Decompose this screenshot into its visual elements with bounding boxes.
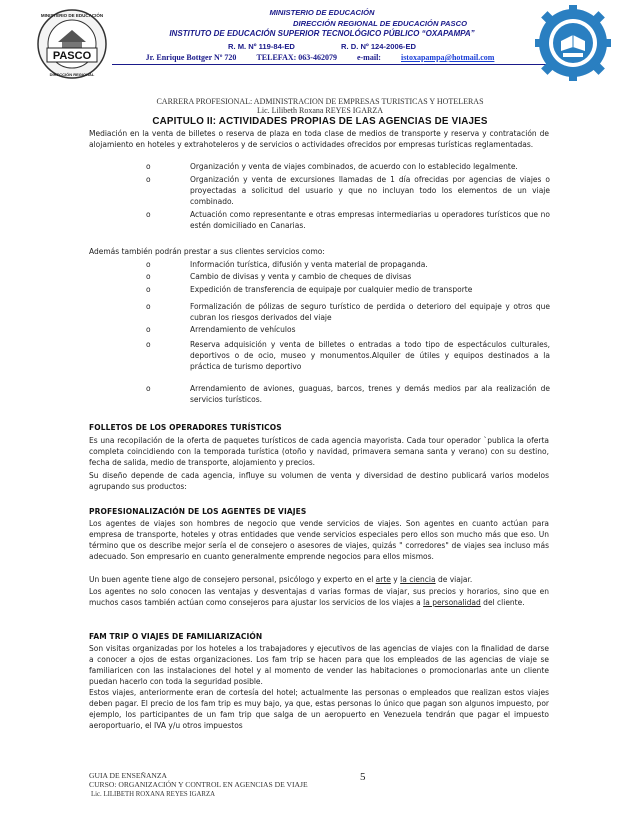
footer-course: CURSO: ORGANIZACIÓN Y CONTROL EN AGENCIAS DE VIAJE	[89, 780, 308, 789]
list-item: Cambio de divisas y venta y cambio de cheques de divisas	[190, 272, 412, 281]
list-item: Arrendamiento de vehículos	[190, 325, 296, 334]
rm-number: R. M. Nº 119-84-ED	[228, 42, 295, 51]
email-label: e-mail:	[356, 53, 381, 62]
list-item: Arrendamiento de aviones, guaguas, barcos, trenes y demás medios par ala realización de servicios turísticos.	[190, 384, 550, 404]
list-item: Reserva adquisición y venta de billetes o entradas a todo tipo de espectáculos culturales, deportivos o de ocio, museo y monumentos.Alquiler de útiles y equipos destinados a la práctica de turismo deportivo	[190, 340, 550, 371]
link-la-personalidad[interactable]: la personalidad	[423, 597, 481, 607]
chapter-title: CAPITULO II: ACTIVIDADES PROPIAS DE LAS AGENCIAS DE VIAJES	[152, 116, 488, 127]
svg-text:MINISTERIO DE EDUCACIÓN: MINISTERIO DE EDUCACIÓN	[40, 13, 104, 18]
bullet-marker: o	[146, 272, 151, 281]
list-item: Formalización de pólizas de seguro turístico de perdida o deterioro del equipaje y otros que cubran los riesgos derivados del viaje	[190, 302, 550, 322]
prof-paragraph-3	[89, 587, 549, 609]
bullet-marker: o	[146, 260, 151, 269]
folletos-paragraph-1: Es una recopilación de la oferta de paquetes turísticos de cada agencia mayorista. Cada tour operador `publica la oferta completa coincidiendo con la temporada turística (otoño y navidad, primavera semana santa y verano) con su destino, fecha de salida, medio de transporte, alojamiento y precios.	[89, 436, 549, 467]
bullet-marker: o	[146, 175, 151, 184]
bullet-marker: o	[146, 210, 151, 219]
services-intro: Además también podrán prestar a sus clientes servicios como:	[89, 247, 325, 256]
list-item: Organización y venta de excursiones llamadas de 1 día ofrecidas por agencias de viajes o proyectadas a solicitud del usuario y que no incluyan todo los elementos de un viaje combinado.	[190, 175, 550, 206]
prof-paragraph-2	[89, 575, 549, 586]
institute-title: INSTITUTO DE EDUCACIÓN SUPERIOR TECNOLÓGICO PÚBLICO “OXAPAMPA”	[169, 29, 475, 38]
bullet-marker: o	[146, 285, 151, 294]
list-item: Organización y venta de viajes combinados, de acuerdo con lo establecido legalmente.	[190, 162, 518, 171]
ministry-title: MINISTERIO DE EDUCACIÓN	[269, 8, 375, 17]
link-arte[interactable]: arte	[375, 575, 391, 584]
folletos-paragraph-2: Su diseño depende de cada agencia, influye su volumen de venta y diversidad de destino publicará varios modelos agrupando sus productos:	[89, 471, 549, 491]
text-run: del cliente.	[480, 597, 525, 607]
bullet-marker: o	[146, 384, 151, 393]
list-item: Actuación como representante e otras empresas intermediarias u operadores turísticos que no estén domiciliado en Canarias.	[190, 210, 550, 230]
text-run: Un buen agente tiene algo de consejero personal, psicólogo y experto en el	[89, 575, 376, 584]
career-title: CARRERA PROFESIONAL: ADMINISTRACION DE EMPRESAS TURISTICAS Y HOTELERAS	[156, 97, 484, 106]
email-link[interactable]: istoxapampa@hotmail.com	[400, 53, 495, 62]
footer-guide: GUIA DE ENSEÑANZA	[89, 771, 168, 780]
bullet-marker: o	[146, 162, 151, 171]
ministry-pasco-logo	[33, 8, 111, 80]
folletos-heading: FOLLETOS DE LOS OPERADORES TURÍSTICOS	[89, 423, 282, 432]
prof-heading: PROFESIONALIZACIÓN DE LOS AGENTES DE VIAJES	[89, 507, 307, 516]
institute-seal-logo	[533, 3, 613, 83]
address: Jr. Enrique Bottger Nº 720	[145, 53, 237, 62]
intro-paragraph: Mediación en la venta de billetes o reserva de plaza en toda clase de medios de transporte y reserva y contratación de alojamiento en hoteles y extrahoteleros y de servicios o actividades ofrecidos por empresas turísticas reglamentadas.	[89, 129, 549, 149]
prof-paragraph-1: Los agentes de viajes son hombres de negocio que vende servicios de viajes. Son agentes en cuanto actúan para empresa de transporte, hoteles y otras entidades que vende servicios especiales pero ellos son mucho más que eso. Un término que os describe mejor sería el de consejero o asesores de viajes, quizás " corredores" de viajes sea incluso más adecuado. Son empresario en cuanto generalmente emprende negocios para ellos mismos.	[89, 519, 549, 561]
bullet-marker: o	[146, 302, 151, 311]
resolution-line	[112, 42, 532, 51]
text-run: Los agentes no solo conocen las ventajas y desventajas d varias formas de viajar, sus precios y horarios, sino que en muchos casos también actúan como consejeros para ajustar los servicios de los viajes a	[89, 587, 549, 607]
bullet-marker: o	[146, 340, 151, 349]
bullet-marker: o	[146, 325, 151, 334]
footer-author: Lic. LILIBETH ROXANA REYES IGARZA	[91, 791, 216, 798]
logo-brand-text: PASCO	[52, 50, 92, 62]
list-item: Expedición de transferencia de equipaje por cualquier medio de transporte	[190, 285, 473, 294]
famtrip-heading: FAM TRIP O VIAJES DE FAMILIARIZACIÓN	[89, 632, 263, 641]
phone: TELEFAX: 063-462079	[256, 53, 337, 62]
text-run: de viajar.	[435, 575, 473, 584]
link-la-ciencia[interactable]: la ciencia	[400, 575, 436, 584]
text-run: y	[390, 575, 401, 584]
famtrip-paragraph-2: Estos viajes, anteriormente eran de cortesía del hotel; actualmente las personas o empleados que realizan estos viajes deben pagar. El precio de los fam trip es muy bajo, ya que, estas personas lo único que pagan son algunos impuesto, por ejemplo, los participantes de un fam trip que salga de un aeropuerto en Venezuela tendrán que pagar el impuesto aeroportuario, el IVA y/u otros impuestos	[89, 688, 549, 730]
direction-title: DIRECCIÓN REGIONAL DE EDUCACIÓN PASCO	[293, 19, 467, 28]
header-divider	[112, 64, 550, 65]
list-item: Información turística, difusión y venta material de propaganda.	[190, 260, 428, 269]
teacher-name: Lic. Lilibeth Roxana REYES IGARZA	[257, 106, 383, 115]
svg-text:DIRECCIÓN REGIONAL: DIRECCIÓN REGIONAL	[49, 72, 95, 77]
contact-line	[100, 53, 540, 62]
famtrip-paragraph-1: Son visitas organizadas por los hoteles a los trabajadores y ejecutivos de las agencias de viajes con la finalidad de darse a conocer a ojos de estas organizaciones. Los fam trip se hacen para que los empleados de las agencias de viaje se familiaricen con las instalaciones del hotel y al momento de vender las habitaciones o promocionarlas ante un cliente puedan hacerlo con toda la seguridad posible.	[89, 644, 549, 686]
page-number: 5	[360, 771, 366, 783]
rd-number: R. D. Nº 124-2006-ED	[341, 42, 416, 51]
